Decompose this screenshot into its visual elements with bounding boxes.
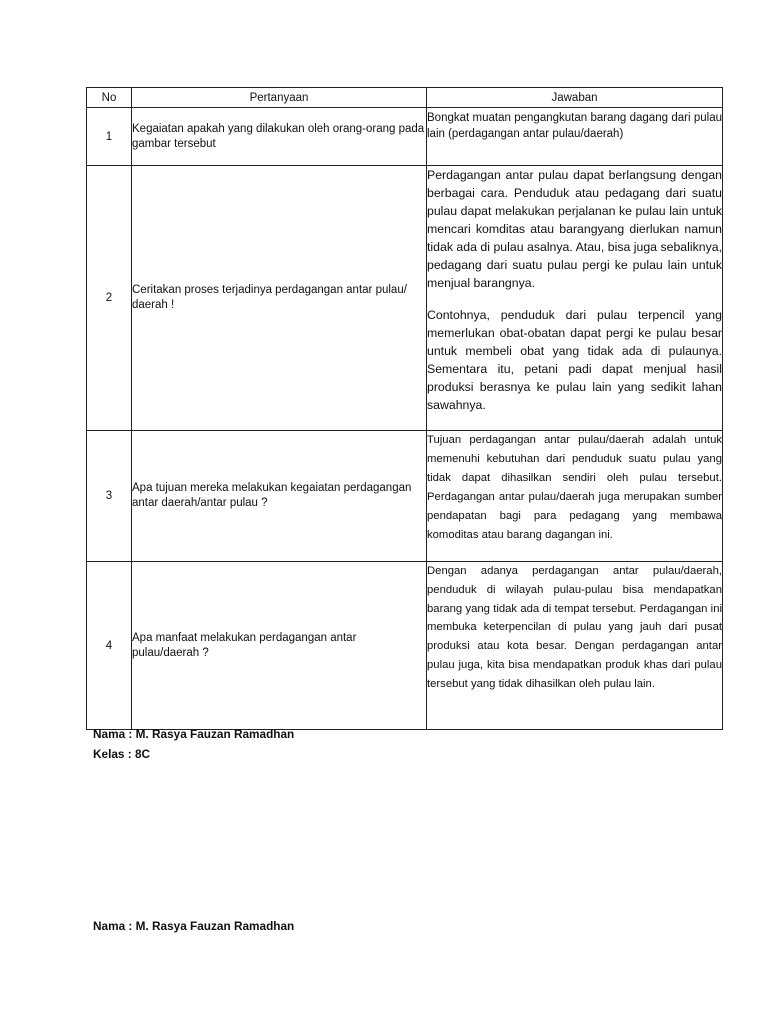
question-cell: Kegaiatan apakah yang dilakukan oleh orang-orang pada gambar tersebut (132, 108, 427, 166)
header-question: Pertanyaan (132, 88, 427, 108)
header-answer: Jawaban (427, 88, 723, 108)
row-number: 1 (87, 108, 132, 166)
row-number: 4 (87, 562, 132, 730)
table-row (87, 431, 723, 562)
row-number: 3 (87, 431, 132, 562)
question-cell: Apa manfaat melakukan perdagangan antar pulau/daerah ? (132, 562, 427, 730)
answer-paragraph: Bongkat muatan pengangkutan barang dagang dari pulau lain (perdagangan antar pulau/daerah) (427, 112, 722, 140)
answer-paragraph: Contohnya, penduduk dari pulau terpencil yang memerlukan obat-obatan dapat pergi ke pulau besar untuk membeli obat yang tidak ada di pulaunya. Sementara itu, petani padi dapat menjual hasil produksi berasnya ke pulau lain yang sedikit lahan sawahnya. (427, 308, 722, 412)
answer-cell (427, 166, 723, 431)
answer-cell (427, 431, 723, 562)
answer-cell (427, 562, 723, 730)
answer-paragraph: Perdagangan antar pulau dapat berlangsung dengan berbagai cara. Penduduk atau pedagang dari suatu pulau dapat melakukan perjalanan ke pulau lain untuk mencari komditas atau barangyang dierlukan namun tidak ada di pulau asalnya. Atau, bisa juga sebaliknya, pedagang dari suatu pulau pergi ke pulau lain untuk menjual barangnya. (427, 168, 722, 290)
student-name-repeat: Nama : M. Rasya Fauzan Ramadhan (93, 919, 295, 933)
answer-cell (427, 108, 723, 166)
question-cell: Apa tujuan mereka melakukan kegaiatan perdagangan antar daerah/antar pulau ? (132, 431, 427, 562)
table-row (87, 166, 723, 431)
table-row (87, 562, 723, 730)
row-number: 2 (87, 166, 132, 431)
student-name: Nama : M. Rasya Fauzan Ramadhan (93, 727, 295, 741)
qa-table (86, 87, 723, 730)
header-row (87, 88, 723, 108)
answer-paragraph: Tujuan perdagangan antar pulau/daerah adalah untuk memenuhi kebutuhan dari penduduk suatu pulau yang tidak dapat dihasilkan sendiri oleh pulau tersebut. Perdagangan antar pulau/daerah juga merupakan sumber pendapatan bagi para pedagang yang membawa komoditas atau barang dagangan ini. (427, 434, 722, 541)
answer-paragraph: Dengan adanya perdagangan antar pulau/daerah, penduduk di wilayah pulau-pulau bisa mendapatkan barang yang tidak ada di tempat tersebut. Perdagangan ini membuka keterpencilan di pulau yang jauh dari pusat produksi atau kota besar. Dengan perdagangan antar pulau juga, kita bisa mendapatkan produk khas dari pulau tersebut yang tidak dihasilkan oleh pulau lain. (427, 565, 722, 690)
question-cell: Ceritakan proses terjadinya perdagangan antar pulau/ daerah ! (132, 166, 427, 431)
table-row (87, 108, 723, 166)
header-no: No (87, 88, 132, 108)
student-class: Kelas : 8C (93, 747, 151, 761)
